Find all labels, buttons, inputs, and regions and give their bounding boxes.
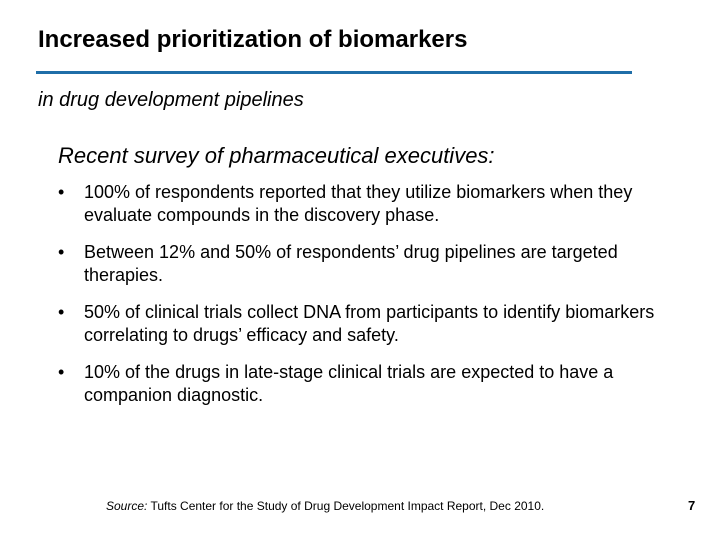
bullet-dot-icon: •: [58, 362, 65, 382]
survey-intro: Recent survey of pharmaceutical executives:: [58, 143, 495, 168]
bullet-list: [58, 181, 668, 421]
bullet-text: 50% of clinical trials collect DNA from participants to identify biomarkers correlating to drugs’ efficacy and safety.: [84, 302, 655, 345]
bullet-text: Between 12% and 50% of respondents’ drug pipelines are targeted therapies.: [84, 242, 618, 285]
bullet-dot-icon: •: [58, 182, 65, 202]
bullet-item: [58, 301, 668, 347]
bullet-item: [58, 241, 668, 287]
bullet-dot-icon: •: [58, 302, 65, 322]
source-label: Source:: [106, 499, 148, 513]
bullet-item: [58, 361, 668, 407]
title-divider: [36, 71, 632, 74]
source-citation: [106, 499, 544, 513]
page-number: 7: [688, 498, 696, 513]
source-text: Tufts Center for the Study of Drug Development Impact Report, Dec 2010.: [147, 499, 545, 513]
slide-subtitle: in drug development pipelines: [38, 89, 304, 111]
bullet-dot-icon: •: [58, 242, 65, 262]
bullet-text: 10% of the drugs in late-stage clinical trials are expected to have a companion diagnostic.: [84, 362, 614, 405]
bullet-item: [58, 181, 668, 227]
bullet-text: 100% of respondents reported that they utilize biomarkers when they evaluate compounds in the discovery phase.: [84, 182, 633, 225]
slide-title: Increased prioritization of biomarkers: [38, 26, 468, 53]
